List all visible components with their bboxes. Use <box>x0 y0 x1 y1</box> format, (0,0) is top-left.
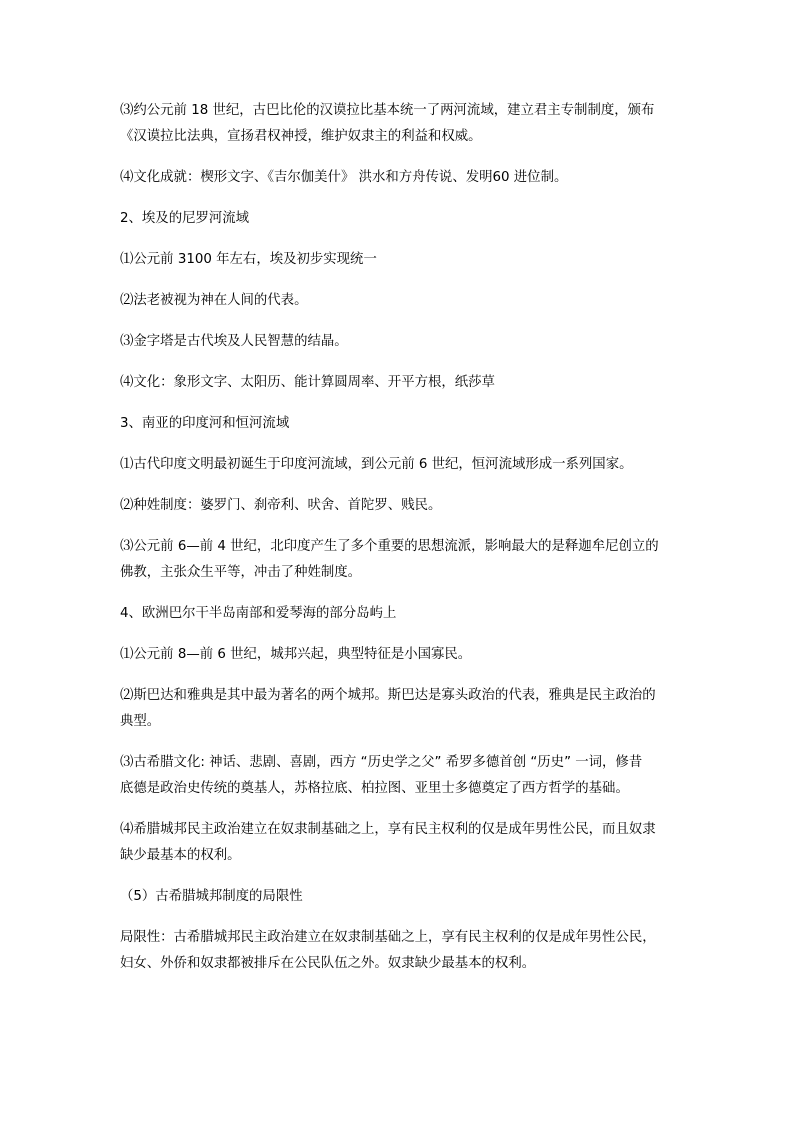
paragraph-city-states <box>120 642 680 668</box>
paragraph-greek-democracy <box>120 817 680 869</box>
paragraph-india-civilization <box>120 452 680 478</box>
paragraph-buddhism <box>120 534 680 586</box>
text-line: ⑴公元前 3100 年左右，埃及初步实现统一 <box>120 252 377 267</box>
text-line: 底德是政治史传统的奠基人，苏格拉底、柏拉图、亚里士多德奠定了西方哲学的基础。 <box>120 781 629 796</box>
paragraph-limitations <box>120 925 680 977</box>
text-line: （5）古希腊城邦制度的局限性 <box>120 889 303 904</box>
paragraph-egypt-culture <box>120 370 680 396</box>
text-line: ⑶古希腊文化: 神话、悲剧、喜剧，西方 “历史学之父” 希罗多德首创 “历史” 一词，修昔 <box>120 755 643 770</box>
text-line: ⑴古代印度文明最初诞生于印度河流域，到公元前 6 世纪，恒河流域形成一系列国家。 <box>120 457 633 472</box>
text-line: ⑵种姓制度：婆罗门、刹帝利、吠舍、首陀罗、贱民。 <box>120 498 442 513</box>
text-line: 《汉谟拉比法典，宣扬君权神授，维护奴隶主的利益和权威。 <box>120 129 482 144</box>
text-line: ⑷希腊城邦民主政治建立在奴隶制基础之上，享有民主权利的仅是成年男性公民，而且奴隶 <box>120 822 656 837</box>
text-line: ⑶金字塔是古代埃及人民智慧的结晶。 <box>120 334 348 349</box>
text-line: 佛教，主张众生平等，冲击了种姓制度。 <box>120 565 362 580</box>
paragraph-egypt-unification <box>120 247 680 273</box>
paragraph-pyramids <box>120 329 680 355</box>
text-line: ⑷文化：象形文字、太阳历、能计算圆周率、开平方根，纸莎草 <box>120 375 495 390</box>
text-line: 3、南亚的印度河和恒河流域 <box>120 416 290 431</box>
heading-india-rivers <box>120 411 680 437</box>
heading-greece <box>120 601 680 627</box>
text-line: ⑴公元前 8—前 6 世纪，城邦兴起，典型特征是小国寡民。 <box>120 647 472 662</box>
document-body <box>120 98 680 992</box>
text-line: 2、埃及的尼罗河流域 <box>120 211 250 226</box>
text-line: 缺少最基本的权利。 <box>120 848 241 863</box>
text-line: ⑶公元前 6—前 4 世纪，北印度产生了多个重要的思想流派，影响最大的是释迦牟尼创立的 <box>120 539 659 554</box>
text-line: 妇女、外侨和奴隶都被排斥在公民队伍之外。奴隶缺少最基本的权利。 <box>120 956 536 971</box>
paragraph-sparta-athens <box>120 683 680 735</box>
text-line: ⑷文化成就：楔形文字、《吉尔伽美什》 洪水和方舟传说、发明60 进位制。 <box>120 170 568 185</box>
heading-egypt-nile <box>120 206 680 232</box>
paragraph-greek-culture <box>120 750 680 802</box>
text-line: ⑶约公元前 18 世纪，古巴比伦的汉谟拉比基本统一了两河流域，建立君主专制制度，颁布 <box>120 103 655 118</box>
paragraph-pharaoh <box>120 288 680 314</box>
text-line: 典型。 <box>120 714 161 729</box>
heading-limitations <box>120 884 680 910</box>
text-line: 局限性：古希腊城邦民主政治建立在奴隶制基础之上，享有民主权利的仅是成年男性公民， <box>120 930 656 945</box>
paragraph-babylon-hammurabi <box>120 98 680 150</box>
text-line: 4、欧洲巴尔干半岛南部和爱琴海的部分岛屿上 <box>120 606 397 621</box>
paragraph-mesopotamia-culture <box>120 165 680 191</box>
paragraph-caste-system <box>120 493 680 519</box>
text-line: ⑵法老被视为神在人间的代表。 <box>120 293 308 308</box>
text-line: ⑵斯巴达和雅典是其中最为著名的两个城邦。斯巴达是寡头政治的代表，雅典是民主政治的 <box>120 688 656 703</box>
